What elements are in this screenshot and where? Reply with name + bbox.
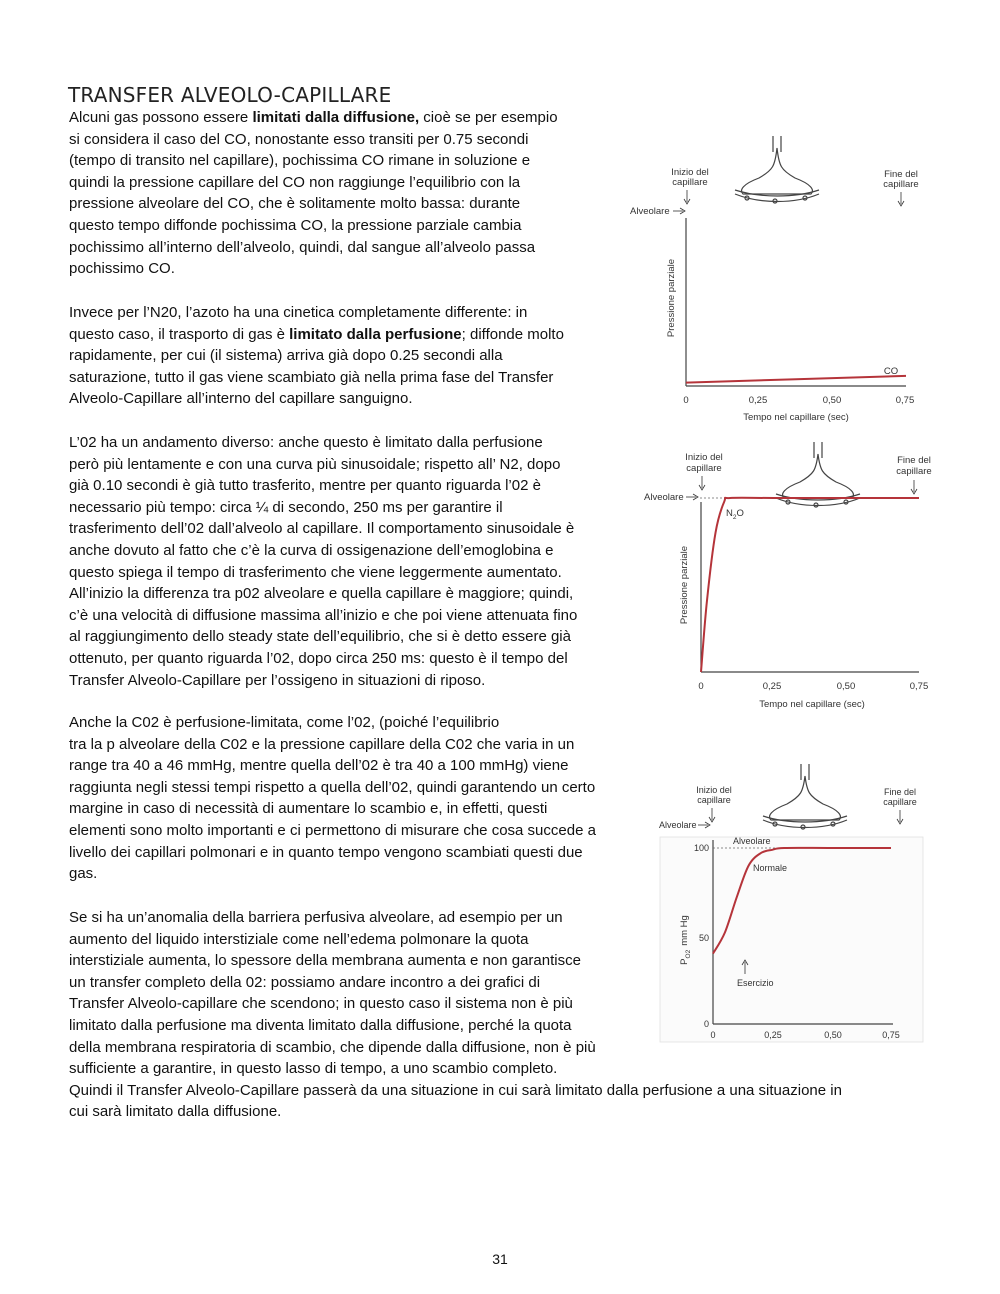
- text-line: elementi sono molto importanti e ci permettono di misurare che cosa succede a: [69, 821, 596, 839]
- text-line: già 0.10 secondi è già tutto trasferito, mentre per quanto riguarda l’02 è: [69, 477, 541, 495]
- capillary-diagram: [763, 764, 847, 829]
- x-tick-label: 0,75: [882, 1030, 900, 1040]
- x-tick-label: 0,50: [822, 395, 842, 406]
- paragraph-co: [69, 107, 558, 280]
- x-tick-label: 0: [698, 681, 704, 692]
- text-line: All’inizio la differenza tra p02 alveolare e quella capillare è maggiore; quindi,: [69, 585, 574, 603]
- text-line: Alcuni gas possono essere limitati dalla diffusione, cioè se per esempio: [69, 109, 558, 126]
- x-tick-label: 0,25: [764, 1030, 782, 1040]
- text-line: pochissimo CO.: [69, 260, 175, 278]
- text-line: ottenuto, per quanto riguarda l’02, dopo circa 250 ms: questo è il tempo del: [69, 649, 568, 667]
- text-line: Alveolo-Capillare all’interno del capillare sanguigno.: [69, 390, 413, 408]
- figure-n2o-chart: [640, 440, 940, 720]
- fine-label: capillare: [883, 797, 917, 807]
- x-axis-label: Tempo nel capillare (sec): [759, 699, 865, 710]
- text-line: tra la p alveolare della C02 e la pressione capillare della C02 che varia in un: [69, 735, 575, 753]
- figure-o2-chart: [655, 760, 930, 1050]
- x-axis-label: Tempo nel capillare (sec): [743, 412, 849, 423]
- alveolare-curve-label: Alveolare: [733, 836, 771, 846]
- fine-label: Fine del: [883, 787, 917, 797]
- esercizio-label: Esercizio: [737, 978, 774, 988]
- series-line-n2o: [701, 498, 919, 672]
- text-line: pressione alveolare del CO, che è solitamente molto bassa: durante: [69, 195, 521, 213]
- paragraph-n2o: [69, 302, 564, 410]
- inizio-label: Inizio del: [696, 785, 732, 795]
- text-line: gas.: [69, 865, 98, 883]
- text-line: un transfer completo della 02: possiamo andare incontro a dei grafici di: [69, 973, 541, 991]
- paragraph-co2: [69, 712, 596, 885]
- inizio-label: Inizio del: [685, 452, 723, 463]
- text-line: limitato dalla perfusione ma diventa limitato dalla diffusione, perché la quota: [69, 1016, 572, 1034]
- inizio-label: Inizio del: [671, 167, 709, 178]
- series-label: CO: [883, 366, 899, 377]
- text-line: quindi la pressione capillare del CO non raggiunge l’equilibrio con la: [69, 173, 521, 191]
- text-line: sufficiente a garantire, in questo lasso di tempo, a uno scambio completo.: [69, 1060, 558, 1078]
- text-line: Transfer Alveolo-Capillare per l’ossigeno in situazioni di riposo.: [69, 671, 486, 689]
- series-label: Normale: [753, 863, 788, 873]
- text-line: si considera il caso del CO, nonostante esso transiti per 0.75 secondi: [69, 130, 529, 148]
- fine-label: capillare: [883, 179, 919, 190]
- x-tick-label: 0: [683, 395, 689, 406]
- text-line: cui sarà limitato dalla diffusione.: [69, 1103, 282, 1121]
- inizio-label: capillare: [672, 177, 708, 188]
- inizio-label: capillare: [686, 463, 722, 474]
- text-line: saturazione, tutto il gas viene scambiato già nella prima fase del Transfer: [69, 368, 554, 386]
- y-axis-label: $P_{O2}mm$ Hg: [679, 915, 692, 965]
- text-line: L’02 ha un andamento diverso: anche questo è limitato dalla perfusione: [69, 434, 543, 451]
- text-line: c’è una velocità di diffusione massima all’inizio e che poi viene attenuata fino: [69, 606, 578, 624]
- text-line: questo tempo diffonde pochissima CO, la pressione parziale cambia: [69, 216, 522, 234]
- x-tick-label: 0,75: [909, 681, 929, 692]
- fine-label: capillare: [896, 466, 932, 477]
- series-line-co: [686, 376, 906, 383]
- text-line: Quindi il Transfer Alveolo-Capillare passerà da una situazione in cui sarà limitato dalla perfusione a una situazione in: [69, 1081, 842, 1099]
- text-line: Transfer Alveolo-capillare che scendono; in questo caso il sistema non è più: [69, 995, 573, 1013]
- text-line: rapidamente, per cui (il sistema) arriva già dopo 0.25 secondi alla: [69, 347, 503, 365]
- series-label: $N_2O$: [726, 508, 744, 521]
- x-tick-label: 0,25: [748, 395, 768, 406]
- x-tick-label: 0,50: [824, 1030, 842, 1040]
- text-line: questo caso, il trasporto di gas è limitato dalla perfusione; diffonde molto: [69, 325, 564, 343]
- text-line: necessario più tempo: circa ¼ di secondo, 250 ms per garantire il: [69, 498, 503, 516]
- text-line: pochissimo all’interno dell’alveolo, quindi, dal sangue all’alveolo passa: [69, 238, 536, 256]
- text-line: questo spiega il tempo di trasferimento che viene leggermente aumentato.: [69, 563, 562, 581]
- text-line: aumento del liquido interstiziale come nell’edema polmonare la quota: [69, 930, 529, 948]
- text-line: Anche la C02 è perfusione-limitata, come l’02, (poiché l’equilibrio: [69, 714, 500, 731]
- y-axis-label: Pressione parziale: [666, 258, 677, 338]
- y-axis-label: Pressione parziale: [679, 545, 690, 625]
- text-line: trasferimento dell’02 dall’alveolo al capillare. Il comportamento sinusoidale è: [69, 520, 575, 538]
- text-line: al raggiungimento dello steady state dell’equilibrio, che si è detto essere già: [69, 628, 571, 646]
- text-line: Invece per l’N20, l’azoto ha una cinetica completamente differente: in: [69, 304, 528, 321]
- x-tick-label: 0: [710, 1030, 716, 1040]
- text-line: raggiunta negli stessi tempi rispetto a quella dell’02, quindi garantendo un certo: [69, 778, 596, 796]
- figure-co-chart: [625, 128, 925, 428]
- capillary-diagram: [735, 136, 819, 203]
- page-number: 31: [492, 1251, 508, 1267]
- y-tick-label: 50: [698, 933, 709, 943]
- text-line: della membrana respiratoria di scambio, che dipende dalla diffusione, non è più: [69, 1038, 596, 1056]
- x-tick-label: 0,25: [762, 681, 782, 692]
- text-line: anche dovuto al fatto che c’è la curva di ossigenazione dell’emoglobina e: [69, 541, 554, 559]
- fine-label: Fine del: [884, 169, 918, 180]
- bold-phrase: limitati dalla diffusione,: [252, 109, 420, 126]
- inizio-label: capillare: [697, 795, 731, 805]
- text-line: però più lentamente e con una curva più sinusoidale; rispetto all’ N2, dopo: [69, 455, 561, 473]
- paragraph-o2: [69, 432, 577, 691]
- text-line: Se si ha un’anomalia della barriera perfusiva alveolare, ad esempio per un: [69, 909, 563, 926]
- text-line: (tempo di transito nel capillare), pochissima CO rimane in soluzione e: [69, 152, 531, 170]
- x-tick-label: 0,75: [895, 395, 915, 406]
- alveolare-label: Alveolare: [630, 206, 670, 217]
- text-line: range tra 40 a 46 mmHg, mentre quella dell’02 è tra 40 a 100 mmHg) viene: [69, 757, 569, 775]
- fine-label: Fine del: [897, 455, 931, 466]
- y-tick-label: 100: [693, 843, 709, 853]
- text-line: livello dei capillari polmonari e in quanto tempo vengono scambiati questi due: [69, 843, 583, 861]
- alveolare-label: Alveolare: [644, 492, 684, 503]
- x-tick-label: 0,50: [836, 681, 856, 692]
- alveolare-label: Alveolare: [659, 820, 697, 830]
- text-line: interstiziale aumenta, lo spessore della membrana aumenta e non garantisce: [69, 952, 581, 970]
- bold-phrase: limitato dalla perfusione: [289, 325, 462, 343]
- y-tick-label: 0: [703, 1019, 709, 1029]
- text-line: margine in caso di necessità di aumentare lo scambio e, in effetti, questi: [69, 800, 548, 818]
- page-title: TRANSFER ALVEOLO-CAPILLARE: [68, 83, 392, 108]
